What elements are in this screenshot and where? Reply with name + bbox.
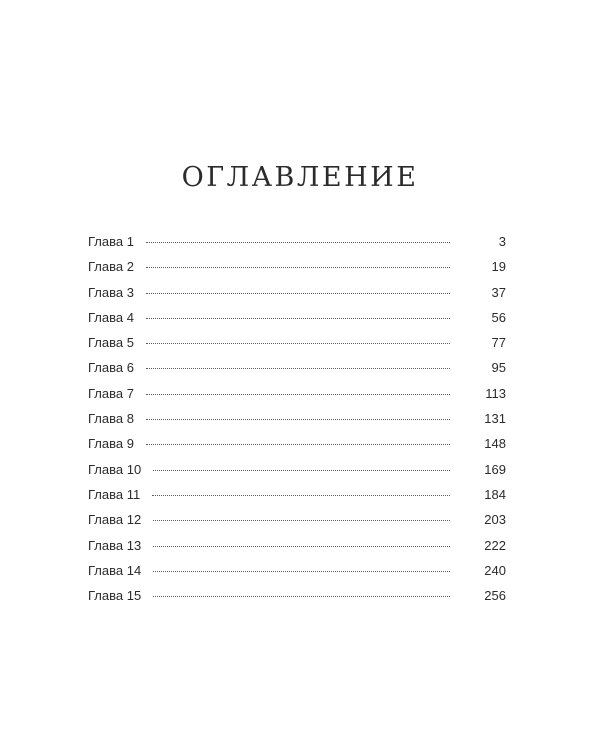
toc-entry-page: 148	[484, 436, 506, 452]
toc-entry-label: Глава 13	[88, 537, 142, 553]
toc-entry-label: Глава 10	[88, 461, 142, 477]
toc-entry[interactable]	[88, 563, 506, 588]
toc-dot-leader	[146, 343, 450, 344]
toc-entry[interactable]	[88, 285, 506, 310]
toc-entry[interactable]	[88, 588, 506, 613]
toc-entry-page: 37	[491, 284, 506, 300]
toc-entry-page: 222	[484, 537, 506, 553]
toc-entry[interactable]	[88, 411, 506, 436]
toc-dot-leader	[146, 242, 450, 243]
toc-entry-label: Глава 15	[88, 588, 142, 604]
toc-entry-label: Глава 3	[88, 284, 134, 300]
toc-entry[interactable]	[88, 360, 506, 385]
toc-entry[interactable]	[88, 234, 506, 259]
toc-dot-leader	[153, 571, 450, 572]
toc-entry-page: 95	[491, 360, 506, 376]
toc-entry-label: Глава 12	[88, 512, 142, 528]
toc-dot-leader	[146, 444, 450, 445]
toc-entry-page: 203	[484, 512, 506, 528]
toc-entry[interactable]	[88, 310, 506, 335]
toc-entry-label: Глава 8	[88, 411, 134, 427]
toc-entry-page: 56	[491, 309, 506, 325]
toc-dot-leader	[153, 520, 450, 521]
toc-entry-page: 131	[484, 411, 506, 427]
toc-dot-leader	[146, 267, 450, 268]
page-title: ОГЛАВЛЕНИЕ	[181, 162, 419, 193]
toc-dot-leader	[153, 546, 450, 547]
toc-entry-label: Глава 1	[88, 234, 134, 249]
toc-dot-leader	[146, 293, 450, 294]
toc-entry-label: Глава 4	[88, 309, 134, 325]
toc-entry-label: Глава 7	[88, 385, 134, 401]
toc-entry[interactable]	[88, 436, 506, 461]
toc-dot-leader	[153, 596, 450, 597]
toc-entry[interactable]	[88, 512, 506, 537]
toc-dot-leader	[153, 470, 450, 471]
toc-entry-page: 169	[484, 461, 506, 477]
toc-entry-label: Глава 5	[88, 335, 134, 351]
toc-entry-label: Глава 9	[88, 436, 134, 452]
toc-entry-label: Глава 2	[88, 259, 134, 275]
toc-dot-leader	[152, 495, 450, 496]
toc-entry[interactable]	[88, 487, 506, 512]
toc-entry-page: 19	[491, 259, 506, 275]
toc-dot-leader	[146, 394, 450, 395]
toc-dot-leader	[146, 419, 450, 420]
toc-entry[interactable]	[88, 462, 506, 487]
toc-entry-page: 77	[491, 335, 506, 351]
toc-entry-label: Глава 6	[88, 360, 134, 376]
toc-entry[interactable]	[88, 538, 506, 563]
toc-entry[interactable]	[88, 259, 506, 284]
toc-dot-leader	[146, 368, 450, 369]
toc-entry-page: 184	[484, 486, 506, 502]
toc-entry-page: 240	[484, 562, 506, 578]
toc-dot-leader	[146, 318, 450, 319]
toc-entry[interactable]	[88, 386, 506, 411]
toc-entry[interactable]	[88, 335, 506, 360]
toc-entry-page: 3	[498, 234, 506, 249]
table-of-contents	[88, 234, 506, 613]
toc-entry-page: 256	[484, 588, 506, 604]
toc-entry-label: Глава 14	[88, 562, 142, 578]
toc-entry-page: 113	[485, 385, 506, 401]
toc-entry-label: Глава 11	[88, 486, 141, 502]
